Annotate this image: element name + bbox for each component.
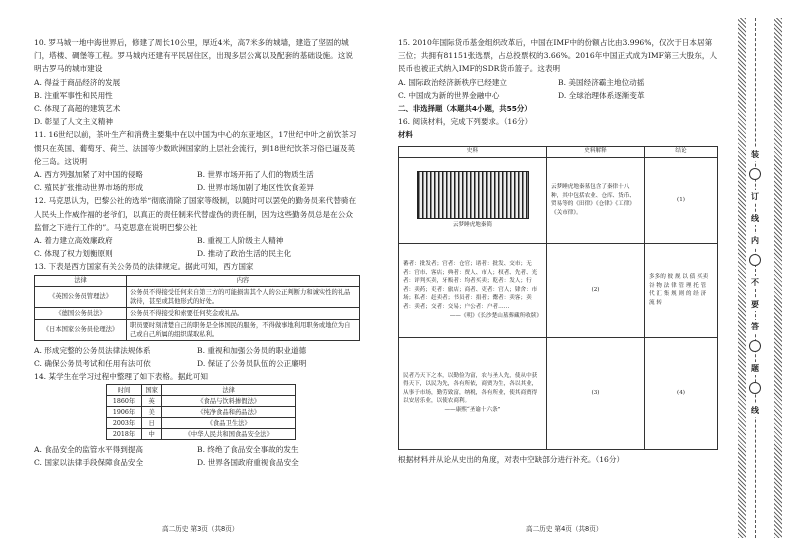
- question-10: [34, 36, 360, 128]
- option-b: B. 终绝了食品安全事故的发生: [197, 445, 299, 455]
- answer-blank: (3): [547, 337, 645, 449]
- option-a: A. 得益于商品经济的发展: [34, 77, 121, 87]
- option-d: D. 保证了公务员队伍的公正廉明: [197, 358, 307, 368]
- table-header: 时间: [107, 385, 142, 396]
- question-stem: 11. 16世纪以前，茶叶生产和消费主要集中在以中国为中心的东亚地区，17世纪中叶之前饮茶习惯只在英国、葡萄牙、荷兰、法国等少数欧洲国家的上层社会流行，到18世纪饮茶习俗已逼及英伦三岛。这说明: [34, 130, 357, 166]
- source-citation: ——康熙“圣谕十六条”: [444, 407, 501, 414]
- table-row: [107, 407, 296, 418]
- question-stem: 13. 下表是西方国家有关公务员的法律规定。据此可知，西方国家: [34, 262, 254, 272]
- option-c: C. 体现了权力划衡原则: [34, 249, 113, 259]
- binding-circle: [749, 382, 761, 394]
- table-cell: 日: [141, 418, 161, 429]
- material-label: 材料: [398, 130, 413, 140]
- option-b: B. 世界市场开拓了人们的物质生活: [197, 170, 314, 180]
- source-text: 蕃者：批发者；官者：仓官；诸者：批发、交市；无者：官市、客店；典者：贾人、市人；权者、先者、光者：评判买卖，牙贩者：均者买卖；乾者：发人；行者：卖药；吏者：旅店；商者、吏者：官人；肄舍：市场；私者：赶卖者；书员者：捐者；鬻者：卖客；卖者：卖者；交者：交易；户公者：户者……: [403, 261, 538, 311]
- table-cell: 多多的 彼 规 以 债 买卖谷 物 法 律 管 理 托 管 代 汇 集 规 则 的 经 济 流 转: [645, 243, 718, 337]
- question-14: [34, 370, 360, 470]
- table-cell: [399, 243, 547, 337]
- question-stem: 10. 罗马城一地中海世界后，修建了周长10公里，厚近4米，高7米多的城墙，建造了坚固的城门，塔楼、碉堡等工程。罗马城内还建有平民居住区，出现多层公寓以及配套的基础设施。这说明古罗马的城市建设: [34, 38, 353, 74]
- table-row: [35, 286, 360, 307]
- table-cell: 1906年: [107, 407, 142, 418]
- table-cell: 职员要时刻清楚自己的职务是全体国民的服务，不得做事地利用职务或地位为自己或自己所属的组织谋取私利。: [127, 319, 360, 340]
- material-table: [398, 146, 718, 450]
- option-b: B. 重视工人阶级主人精神: [197, 236, 284, 246]
- table-header: 国家: [141, 385, 161, 396]
- question-12: [34, 194, 360, 260]
- table-cell: 云梦睡虎地秦墓包含了秦律十八种，其中包括农业、仓库、货币、贸易等的《田律》《仓律》《工律》《关市律》。: [547, 157, 645, 243]
- option-b: B. 注重军事性和民用性: [34, 90, 113, 100]
- option-b: B. 美国经济霸主地位动摇: [558, 77, 645, 87]
- table-cell: 英: [141, 396, 161, 407]
- binding-char: 装: [749, 148, 761, 161]
- option-b: B. 重视和加强公务员的职业道德: [197, 345, 307, 355]
- table-cell: 公务员不得接受任何来自第三方的可能损害其个人的公正判断力和诚实性的礼品款待，甚至或其他形式的好处。: [127, 286, 360, 307]
- table-cell: 2003年: [107, 418, 142, 429]
- binding-char: 要: [749, 298, 761, 311]
- answer-blank: (1): [645, 157, 718, 243]
- table-cell: 1860年: [107, 396, 142, 407]
- left-column: [34, 36, 360, 470]
- option-c: C. 中国成为新的世界金融中心: [398, 90, 500, 100]
- option-a: A. 国际政治经济新秩序已经建立: [398, 77, 508, 87]
- table-cell: 《纯净食品和药品法》: [162, 407, 296, 418]
- binding-char: 订: [749, 190, 761, 203]
- option-c: C. 殖民扩张推动世界市场的形成: [34, 183, 144, 193]
- table-cell: 2018年: [107, 429, 142, 440]
- source-text: 民者乃天下之本，以勤俭为富，农与圣人先，使从中获得天下，以民为先，各有所依，商贾为生，各以其业，从事于市场，勤劳致富，纳税，各有所业，使其商贾得以安居乐业，以使农商利。: [403, 372, 538, 405]
- table-row: [35, 319, 360, 340]
- table-cell: 《英国公务员管理法》: [35, 286, 127, 307]
- question-13: [34, 260, 360, 370]
- binding-circle: [749, 254, 761, 266]
- binding-circle: [749, 168, 761, 180]
- table-row: [107, 429, 296, 440]
- option-d: D. 世界各国政府重视食品安全: [197, 458, 299, 468]
- table-cell: 公务员不得接受和索要任何奖金或礼品。: [127, 307, 360, 319]
- table-cell: 中: [141, 429, 161, 440]
- question-stem: 16. 阅读材料，完成下列要求。（16分）: [398, 117, 533, 127]
- question-stem: 14. 某学生在学习过程中整理了如下表格。据此可知: [34, 372, 208, 382]
- law-table: [34, 275, 360, 341]
- table-header: 法律: [162, 385, 296, 396]
- binding-char: 题: [749, 362, 761, 375]
- page-footer: 高二历史 第3页（共8页）: [162, 525, 239, 533]
- table-row: [107, 418, 296, 429]
- question-stem: 12. 马克思认为，巴黎公社的选举“彻底清除了国家等级制，以随时可以罢免的勤务员来代替骑在人民头上作威作福的老爷们，以真正的责任制来代替虚伪的责任制，因为这些勤务员总是在公众监督之下进行工作的”。马克思意在说明巴黎公社: [34, 196, 357, 232]
- binding-char: 内: [749, 234, 761, 247]
- binding-char: 线: [749, 404, 761, 417]
- table-header: 法律: [35, 275, 127, 286]
- option-a: A. 食品安全的监管水平得到提高: [34, 445, 144, 455]
- table-header: 史料解释: [547, 146, 645, 157]
- question-requirement: 根据材料并从论从史出的角度，对表中空缺部分进行补充。（16分）: [398, 454, 625, 464]
- table-header: 史料: [399, 146, 547, 157]
- option-c: C. 国家以法律手段保障食品安全: [34, 458, 144, 468]
- right-column: [398, 36, 718, 466]
- question-stem: 15. 2010年国际货币基金组织改革后，中国在IMF中的份额占比由3.996%，仅次于日本居第三位；共拥有81151张选票，占总投票权的3.66%。2016年中国正式成为IMF第三大股东，人民币也被正式纳入IMF的SDR货币篮子。这表明: [398, 38, 718, 74]
- option-a: A. 形成完整的公务员法律法规体系: [34, 345, 151, 355]
- option-d: D. 彰显了人文主义精神: [34, 117, 113, 127]
- image-caption: 云梦睡虎地秦简: [452, 221, 493, 228]
- option-d: D. 推动了政治生活的民主化: [197, 249, 292, 259]
- table-cell: 《德国公务员法》: [35, 307, 127, 319]
- table-row: [399, 243, 718, 337]
- table-cell: 《日本国家公务员伦理法》: [35, 319, 127, 340]
- option-d: D. 全球治理体系逐渐变革: [558, 90, 645, 100]
- table-row: [107, 396, 296, 407]
- option-a: A. 着力建立高效廉政府: [34, 236, 113, 246]
- bamboo-slips-image: [417, 171, 529, 219]
- table-cell: 《食品卫生法》: [162, 418, 296, 429]
- table-header: 内容: [127, 275, 360, 286]
- question-16: [398, 115, 718, 466]
- table-header: 结论: [645, 146, 718, 157]
- binding-char: 线: [749, 212, 761, 225]
- table-cell: 美: [141, 407, 161, 418]
- table-row: [35, 307, 360, 319]
- table-cell: [399, 337, 547, 449]
- binding-hatch: [774, 18, 782, 538]
- option-c: C. 确保公务员考试和任用有法可依: [34, 358, 151, 368]
- question-15: [398, 36, 718, 102]
- source-citation: ——《明》《长沙楚山墓葬藏所收牍》: [449, 312, 542, 319]
- table-row: [399, 337, 718, 449]
- binding-char: 答: [749, 320, 761, 333]
- section-heading: 二、非选择题（本题共4小题，共55分）: [398, 104, 532, 114]
- answer-blank: (2): [547, 243, 645, 337]
- page-footer: 高二历史 第4页（共8页）: [526, 525, 603, 533]
- food-law-table: [106, 384, 296, 440]
- table-cell: 《中华人民共和国食品安全法》: [162, 429, 296, 440]
- option-a: A. 西方列强加紧了对中国的侵略: [34, 170, 144, 180]
- question-11: [34, 128, 360, 194]
- table-cell: 《食品与饮料掺假法》: [162, 396, 296, 407]
- table-cell: [399, 157, 547, 243]
- binding-char: 不: [749, 276, 761, 289]
- option-c: C. 体现了高超的建筑艺术: [34, 104, 121, 114]
- binding-circle: [749, 340, 761, 352]
- binding-hatch: [738, 18, 746, 538]
- table-row: [399, 157, 718, 243]
- option-d: D. 世界市场加剧了地区性饮食差异: [197, 183, 314, 193]
- answer-blank: (4): [645, 337, 718, 449]
